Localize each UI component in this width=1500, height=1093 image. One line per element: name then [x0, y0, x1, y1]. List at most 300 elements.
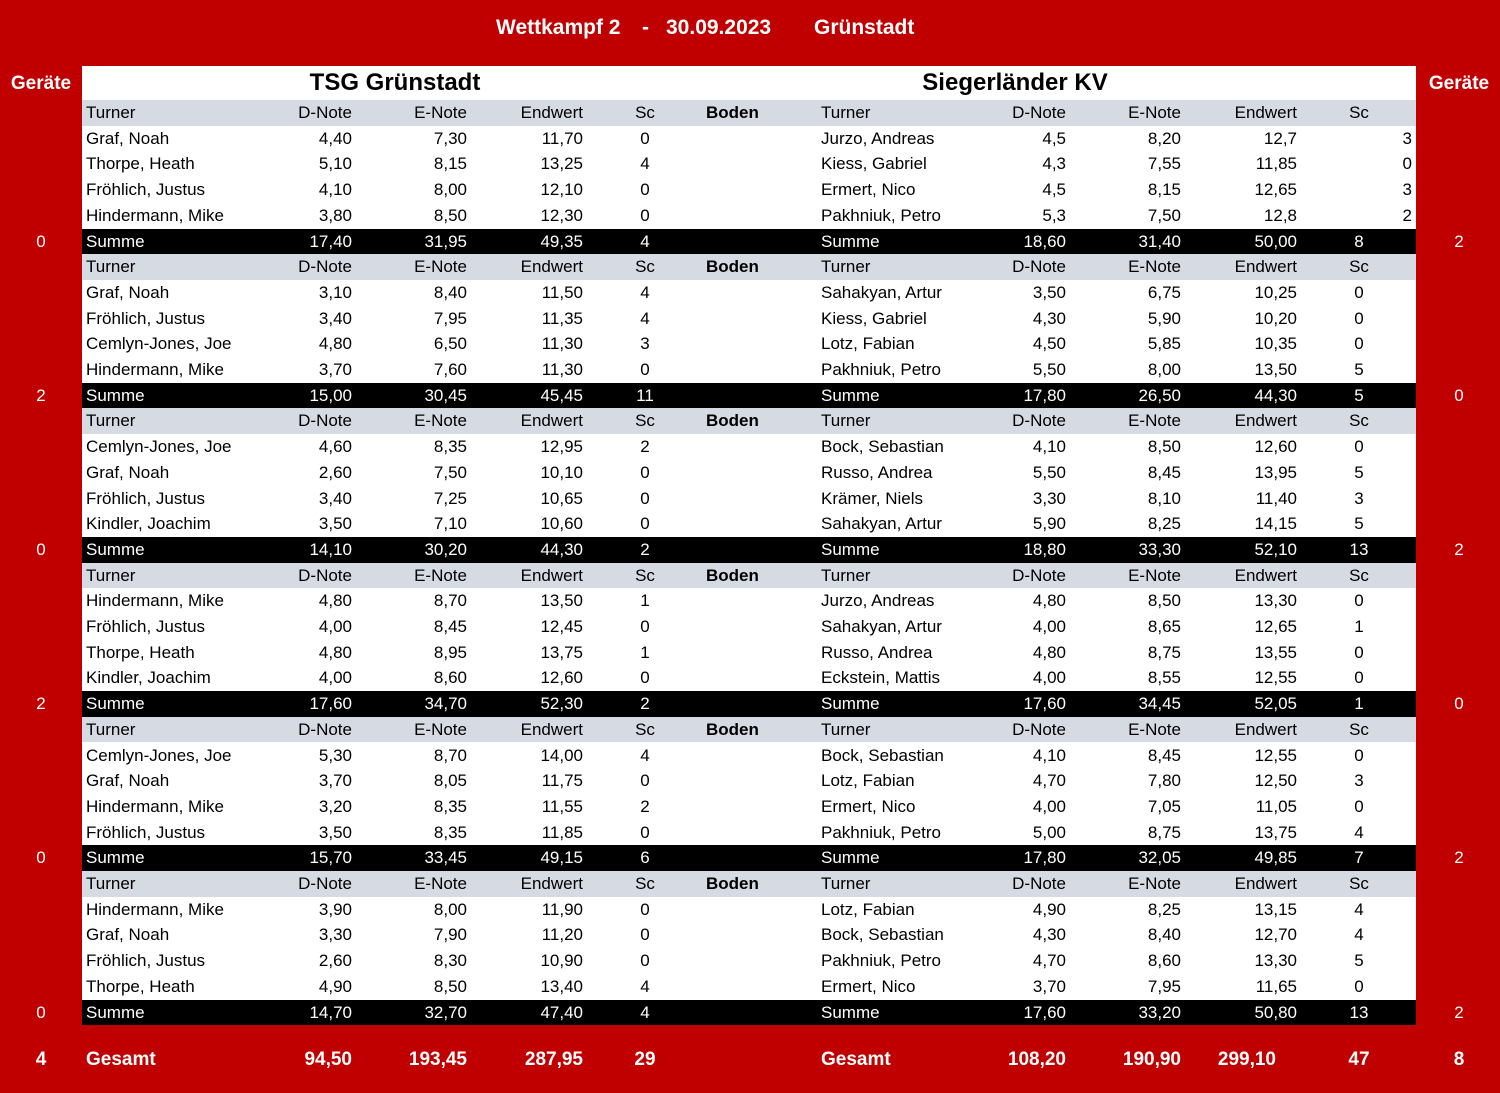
left-sc: 0 [640, 617, 650, 636]
right-apparatus-points: 0 [1454, 694, 1464, 714]
left-e: 8,50 [433, 976, 467, 996]
left-endwert: 11,30 [541, 334, 583, 354]
left-name: Hindermann, Mike [86, 796, 224, 816]
right-name: Bock, Sebastian [821, 745, 944, 765]
apparatus-label: Boden [706, 719, 759, 739]
right-sc: 5 [1354, 514, 1364, 534]
left-geraete-label: Geräte [10, 73, 72, 94]
right-d: 4,80 [1032, 642, 1066, 662]
right-e: 8,65 [1147, 617, 1181, 636]
total-left-d: 94,50 [304, 1049, 352, 1070]
left-e: 8,00 [433, 899, 467, 919]
right-e: 8,75 [1147, 642, 1181, 662]
total-right-points: 8 [1453, 1049, 1465, 1070]
header-left-turner: Turner [86, 719, 136, 739]
right-apparatus-points: 2 [1454, 231, 1464, 251]
left-sc: 2 [640, 437, 650, 457]
apparatus-label: Boden [706, 103, 759, 122]
left-sc: 0 [640, 205, 650, 225]
left-apparatus-points: 2 [36, 385, 46, 405]
right-sum-label: Summe [821, 694, 880, 714]
left-d: 3,40 [318, 308, 352, 328]
team-right-name: Siegerländer KV [922, 69, 1108, 96]
header-right-sc: Sc [1349, 411, 1369, 431]
left-d: 4,80 [318, 591, 352, 611]
right-d: 4,70 [1032, 951, 1066, 971]
left-sum-d: 17,60 [309, 694, 352, 714]
header-right-endwert: Endwert [1234, 719, 1297, 739]
header-left-turner: Turner [86, 257, 136, 277]
left-sc: 0 [640, 128, 650, 148]
left-name: Graf, Noah [86, 462, 170, 482]
apparatus-label: Boden [706, 257, 759, 277]
left-sum-e: 30,45 [424, 385, 467, 405]
left-name: Cemlyn-Jones, Joe [86, 334, 232, 354]
header-right-turner: Turner [821, 565, 871, 585]
left-name: Fröhlich, Justus [86, 617, 206, 636]
gymnast-row [82, 897, 1416, 923]
left-d: 3,90 [318, 899, 352, 919]
right-sum-e: 26,50 [1138, 385, 1181, 405]
header-right-e: E-Note [1128, 257, 1181, 277]
right-endwert: 10,20 [1254, 308, 1297, 328]
event-location: Grünstadt [814, 16, 915, 39]
right-e: 6,75 [1147, 282, 1181, 302]
right-e: 7,05 [1147, 796, 1181, 816]
header-left-sc: Sc [635, 565, 655, 585]
left-sc: 1 [640, 591, 650, 611]
left-sum-sc: 4 [640, 1002, 650, 1022]
right-name: Jurzo, Andreas [821, 591, 935, 611]
left-endwert: 11,35 [541, 308, 583, 328]
header-right-e: E-Note [1128, 565, 1181, 585]
header-left-turner: Turner [86, 874, 136, 893]
right-e: 8,10 [1147, 488, 1181, 508]
left-e: 8,60 [433, 668, 467, 688]
right-sc: 0 [1354, 642, 1364, 662]
left-d: 3,30 [318, 925, 352, 945]
block-header-row [82, 563, 1416, 589]
right-sc: 0 [1402, 154, 1412, 174]
right-apparatus-points: 2 [1454, 848, 1464, 868]
header-left-d: D-Note [298, 103, 352, 122]
left-name: Kindler, Joachim [86, 668, 211, 688]
right-endwert: 12,55 [1254, 668, 1297, 688]
left-d: 3,10 [318, 282, 352, 302]
left-name: Fröhlich, Justus [86, 308, 206, 328]
gymnast-row [82, 768, 1416, 794]
block-header-row [82, 717, 1416, 743]
left-d: 5,30 [318, 745, 352, 765]
right-apparatus-points: 2 [1454, 539, 1464, 559]
right-e: 5,90 [1147, 308, 1181, 328]
header-left-e: E-Note [414, 719, 467, 739]
gymnast-row [82, 974, 1416, 1000]
header-left-turner: Turner [86, 103, 136, 122]
right-sum-e: 34,45 [1138, 694, 1181, 714]
left-sum-d: 15,70 [309, 848, 352, 868]
left-sc: 0 [640, 180, 650, 200]
header-right-e: E-Note [1128, 411, 1181, 431]
right-name: Bock, Sebastian [821, 925, 944, 945]
left-apparatus-points: 0 [36, 1002, 46, 1022]
right-sum-sc: 8 [1354, 231, 1364, 251]
gymnast-row [82, 357, 1416, 383]
right-e: 8,00 [1147, 360, 1181, 379]
header-left-turner: Turner [86, 565, 136, 585]
header-right-d: D-Note [1012, 257, 1066, 277]
right-name: Kiess, Gabriel [821, 308, 927, 328]
left-e: 8,40 [433, 282, 467, 302]
left-name: Thorpe, Heath [86, 976, 195, 996]
header-left-e: E-Note [414, 103, 467, 122]
right-name: Sahakyan, Artur [821, 282, 942, 302]
header-left-endwert: Endwert [520, 103, 583, 122]
left-sum-endwert: 52,30 [540, 694, 583, 714]
left-sc: 0 [640, 771, 650, 791]
right-sc: 4 [1354, 899, 1364, 919]
right-endwert: 12,55 [1254, 745, 1297, 765]
left-sum-endwert: 44,30 [540, 539, 583, 559]
total-left-points: 4 [35, 1049, 47, 1070]
left-d: 4,90 [318, 976, 352, 996]
left-sum-sc: 6 [640, 848, 650, 868]
left-sc: 0 [640, 462, 650, 482]
left-d: 4,80 [318, 334, 352, 354]
left-name: Graf, Noah [86, 771, 170, 791]
left-e: 7,25 [433, 488, 467, 508]
left-endwert: 11,70 [541, 128, 583, 148]
right-name: Sahakyan, Artur [821, 514, 942, 534]
right-endwert: 14,15 [1254, 514, 1297, 534]
right-sc: 5 [1354, 951, 1364, 971]
right-e: 8,55 [1147, 668, 1181, 688]
left-d: 4,40 [318, 128, 352, 148]
header-left-endwert: Endwert [520, 565, 583, 585]
header-right-endwert: Endwert [1234, 874, 1297, 893]
block-header-row [82, 254, 1416, 280]
right-d: 5,90 [1032, 514, 1066, 534]
gymnast-row [82, 640, 1416, 666]
left-endwert: 13,40 [540, 976, 583, 996]
right-sum-d: 17,80 [1023, 848, 1066, 868]
right-sc: 4 [1354, 822, 1364, 842]
left-name: Kindler, Joachim [86, 514, 211, 534]
right-sum-endwert: 49,85 [1254, 848, 1297, 868]
right-sc: 4 [1354, 925, 1364, 945]
left-name: Graf, Noah [86, 282, 170, 302]
gymnast-row [82, 280, 1416, 306]
right-sc: 0 [1354, 745, 1364, 765]
left-endwert: 12,30 [540, 205, 583, 225]
right-endwert: 11,40 [1255, 488, 1297, 508]
header-right-e: E-Note [1128, 103, 1181, 122]
header-right-sc: Sc [1349, 874, 1369, 893]
left-name: Hindermann, Mike [86, 205, 224, 225]
right-d: 5,50 [1032, 360, 1066, 379]
gymnast-row [82, 665, 1416, 691]
left-e: 8,35 [433, 796, 467, 816]
right-sum-endwert: 44,30 [1254, 385, 1297, 405]
right-name: Lotz, Fabian [821, 334, 915, 354]
right-sum-endwert: 52,10 [1254, 539, 1297, 559]
right-e: 8,50 [1147, 437, 1181, 457]
total-right-d: 108,20 [1007, 1049, 1066, 1070]
right-e: 7,80 [1147, 771, 1181, 791]
right-e: 5,85 [1147, 334, 1181, 354]
right-e: 8,50 [1147, 591, 1181, 611]
right-e: 8,40 [1147, 925, 1181, 945]
right-name: Bock, Sebastian [821, 437, 944, 457]
left-e: 8,05 [433, 771, 467, 791]
header-right-endwert: Endwert [1234, 411, 1297, 431]
right-name: Jurzo, Andreas [821, 128, 935, 148]
header-right-sc: Sc [1349, 257, 1369, 277]
right-sc: 5 [1354, 462, 1364, 482]
right-d: 4,30 [1032, 308, 1066, 328]
left-e: 8,50 [433, 205, 467, 225]
header-right-e: E-Note [1128, 874, 1181, 893]
header-right-d: D-Note [1012, 103, 1066, 122]
header-left-e: E-Note [414, 257, 467, 277]
header-left-endwert: Endwert [520, 874, 583, 893]
right-name: Kiess, Gabriel [821, 154, 927, 174]
left-e: 8,35 [433, 822, 467, 842]
apparatus-label: Boden [706, 874, 759, 893]
header-right-endwert: Endwert [1234, 103, 1297, 122]
left-sum-sc: 2 [640, 694, 650, 714]
left-sc: 4 [640, 308, 650, 328]
right-sum-d: 17,60 [1023, 1002, 1066, 1022]
header-right-turner: Turner [821, 719, 871, 739]
header-left-sc: Sc [635, 874, 655, 893]
left-sc: 0 [640, 488, 650, 508]
right-d: 4,90 [1032, 899, 1066, 919]
right-d: 4,10 [1032, 437, 1066, 457]
right-endwert: 12,70 [1254, 925, 1297, 945]
left-d: 3,70 [318, 771, 352, 791]
header-right-turner: Turner [821, 103, 871, 122]
right-sum-endwert: 50,80 [1254, 1002, 1297, 1022]
left-sum-sc: 11 [636, 385, 654, 405]
header-right-d: D-Note [1012, 719, 1066, 739]
left-e: 8,15 [433, 154, 467, 174]
left-d: 3,40 [318, 488, 352, 508]
right-sc: 0 [1354, 437, 1364, 457]
right-sum-d: 17,80 [1023, 385, 1066, 405]
left-endwert: 12,10 [540, 180, 583, 200]
right-d: 4,80 [1032, 591, 1066, 611]
gymnast-row [82, 434, 1416, 460]
right-name: Pakhniuk, Petro [821, 360, 942, 379]
right-endwert: 10,35 [1254, 334, 1297, 354]
right-name: Russo, Andrea [821, 462, 933, 482]
left-endwert: 10,65 [540, 488, 583, 508]
left-e: 7,30 [433, 128, 467, 148]
header-left-sc: Sc [635, 103, 655, 122]
right-e: 7,55 [1147, 154, 1181, 174]
left-d: 3,80 [318, 205, 352, 225]
right-d: 4,00 [1032, 668, 1066, 688]
total-right-sc: 47 [1348, 1049, 1370, 1070]
right-sc: 0 [1354, 282, 1364, 302]
right-endwert: 13,30 [1254, 951, 1297, 971]
right-e: 8,60 [1147, 951, 1181, 971]
left-d: 4,00 [318, 617, 352, 636]
left-d: 2,60 [318, 462, 352, 482]
right-sum-sc: 7 [1354, 848, 1364, 868]
sum-row [82, 845, 1416, 871]
right-sum-endwert: 52,05 [1254, 694, 1297, 714]
left-sum-label: Summe [86, 539, 145, 559]
left-d: 4,60 [318, 437, 352, 457]
total-right-e: 190,90 [1122, 1049, 1181, 1070]
right-name: Ermert, Nico [821, 976, 916, 996]
right-sc: 0 [1354, 308, 1364, 328]
left-name: Graf, Noah [86, 128, 170, 148]
right-e: 7,50 [1147, 205, 1181, 225]
left-sc: 4 [640, 976, 650, 996]
title-separator: - [642, 16, 649, 39]
left-e: 7,60 [433, 360, 467, 379]
left-sc: 4 [640, 745, 650, 765]
right-d: 5,3 [1042, 205, 1066, 225]
right-sum-e: 32,05 [1138, 848, 1181, 868]
left-name: Fröhlich, Justus [86, 488, 206, 508]
right-name: Russo, Andrea [821, 642, 933, 662]
left-endwert: 10,90 [540, 951, 583, 971]
right-e: 8,20 [1147, 128, 1181, 148]
left-sum-label: Summe [86, 385, 145, 405]
right-d: 4,70 [1032, 771, 1066, 791]
right-d: 3,30 [1032, 488, 1066, 508]
header-left-e: E-Note [414, 411, 467, 431]
sum-row [82, 691, 1416, 717]
left-endwert: 13,50 [540, 591, 583, 611]
gymnast-row [82, 306, 1416, 332]
left-sum-e: 31,95 [424, 231, 467, 251]
header-right-endwert: Endwert [1234, 257, 1297, 277]
header-right-e: E-Note [1128, 719, 1181, 739]
left-e: 7,95 [433, 308, 467, 328]
left-e: 7,50 [433, 462, 467, 482]
right-e: 8,45 [1147, 462, 1181, 482]
right-sum-sc: 13 [1349, 539, 1369, 559]
header-left-d: D-Note [298, 257, 352, 277]
gymnast-row [82, 922, 1416, 948]
header-left-d: D-Note [298, 411, 352, 431]
apparatus-label: Boden [706, 411, 759, 431]
left-sum-e: 34,70 [424, 694, 467, 714]
right-d: 4,00 [1032, 796, 1066, 816]
total-left-endwert: 287,95 [524, 1049, 583, 1070]
gymnast-row [82, 511, 1416, 537]
right-sc: 5 [1354, 360, 1364, 379]
right-sum-label: Summe [821, 1002, 880, 1022]
block-header-row [82, 871, 1416, 897]
sum-row [82, 1000, 1416, 1026]
left-endwert: 13,75 [540, 642, 583, 662]
left-endwert: 11,50 [541, 282, 583, 302]
total-left-label: Gesamt [86, 1049, 156, 1070]
left-sum-endwert: 47,40 [540, 1002, 583, 1022]
left-sc: 0 [640, 925, 650, 945]
left-e: 8,35 [433, 437, 467, 457]
left-sum-label: Summe [86, 848, 145, 868]
left-apparatus-points: 0 [36, 848, 46, 868]
left-endwert: 11,55 [541, 796, 583, 816]
right-sum-sc: 1 [1354, 694, 1364, 714]
right-sum-endwert: 50,00 [1254, 231, 1297, 251]
right-sc: 2 [1402, 205, 1412, 225]
left-e: 7,10 [433, 514, 467, 534]
left-name: Hindermann, Mike [86, 360, 224, 379]
header-right-d: D-Note [1012, 874, 1066, 893]
right-geraete-label: Geräte [1428, 73, 1490, 94]
header-left-endwert: Endwert [520, 257, 583, 277]
apparatus-label: Boden [706, 565, 759, 585]
header-right-turner: Turner [821, 257, 871, 277]
gymnast-row [82, 203, 1416, 229]
left-sum-e: 30,20 [424, 539, 467, 559]
right-sum-label: Summe [821, 539, 880, 559]
right-sum-e: 33,20 [1138, 1002, 1181, 1022]
left-name: Graf, Noah [86, 925, 170, 945]
header-left-sc: Sc [635, 411, 655, 431]
left-e: 8,45 [433, 617, 467, 636]
left-name: Thorpe, Heath [86, 154, 195, 174]
header-left-e: E-Note [414, 565, 467, 585]
left-endwert: 11,85 [541, 822, 583, 842]
header-left-sc: Sc [635, 719, 655, 739]
header-right-d: D-Note [1012, 411, 1066, 431]
right-endwert: 11,65 [1255, 976, 1297, 996]
page-title [0, 16, 1500, 46]
total-right-label: Gesamt [821, 1049, 891, 1070]
event-name: Wettkampf 2 [496, 16, 621, 39]
left-endwert: 14,00 [540, 745, 583, 765]
left-e: 6,50 [433, 334, 467, 354]
right-d: 4,10 [1032, 745, 1066, 765]
left-apparatus-points: 2 [36, 694, 46, 714]
right-e: 7,95 [1147, 976, 1181, 996]
right-sc: 0 [1354, 796, 1364, 816]
grand-total-row [0, 1045, 1500, 1075]
gymnast-row [82, 614, 1416, 640]
right-name: Ermert, Nico [821, 796, 916, 816]
left-d: 5,10 [318, 154, 352, 174]
left-sc: 0 [640, 951, 650, 971]
left-e: 8,00 [433, 180, 467, 200]
left-d: 2,60 [318, 951, 352, 971]
right-sc: 3 [1354, 771, 1364, 791]
gymnast-row [82, 588, 1416, 614]
right-sc: 0 [1354, 668, 1364, 688]
right-endwert: 13,30 [1254, 591, 1297, 611]
right-name: Lotz, Fabian [821, 771, 915, 791]
left-d: 4,10 [318, 180, 352, 200]
left-sc: 0 [640, 514, 650, 534]
right-sc: 1 [1354, 617, 1364, 636]
left-name: Fröhlich, Justus [86, 951, 206, 971]
left-name: Cemlyn-Jones, Joe [86, 745, 232, 765]
gymnast-row [82, 460, 1416, 486]
right-d: 4,00 [1032, 617, 1066, 636]
right-sc: 0 [1354, 334, 1364, 354]
header-right-turner: Turner [821, 874, 871, 893]
right-endwert: 10,25 [1254, 282, 1297, 302]
right-d: 3,50 [1032, 282, 1066, 302]
